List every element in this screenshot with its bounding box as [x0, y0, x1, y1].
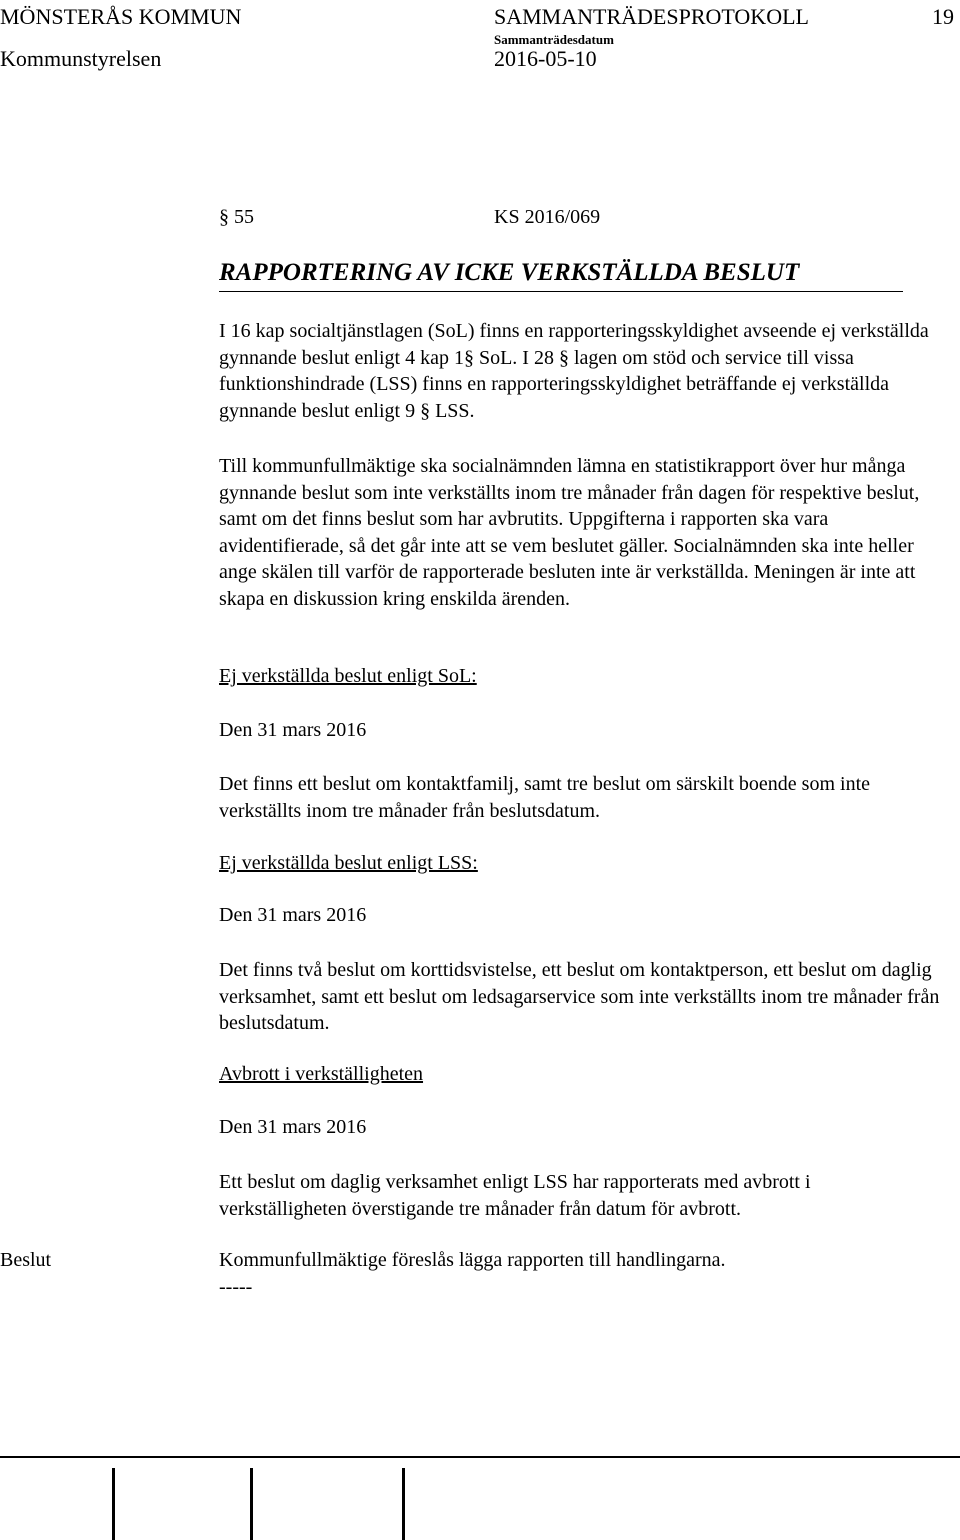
- intro-paragraph: I 16 kap socialtjänstlagen (SoL) finns en rapporteringsskyldighet avseende ej verkställda gynnande beslut enligt 4 kap 1§ SoL. I 28 § lagen om stöd och service till vissa funktionshindrade (LSS) finns en rapporteringsskyldighet beträffande ej verkställda gynnande beslut enligt 9 § LSS.: [219, 320, 929, 422]
- signature-rule: [0, 1456, 960, 1458]
- abort-date: Den 31 mars 2016: [219, 1116, 367, 1138]
- page-number: 19: [932, 4, 954, 29]
- abort-paragraph: Ett beslut om daglig verksamhet enligt LSS har rapporterats med avbrott i verkställigheten överstigande tre månader från datum för avbrott.: [219, 1171, 811, 1220]
- decision-label: Beslut: [0, 1249, 52, 1271]
- signature-divider: [250, 1468, 253, 1540]
- case-number: KS 2016/069: [494, 206, 601, 228]
- decision-text: Kommunfullmäktige föreslås lägga rapporten till handlingarna.: [219, 1249, 726, 1271]
- municipality-name: MÖNSTERÅS KOMMUN: [0, 4, 242, 29]
- meeting-date: 2016-05-10: [494, 46, 597, 71]
- report-info-paragraph: Till kommunfullmäktige ska socialnämnden lämna en statistikrapport över hur många gynnande beslut som inte verkställts inom tre månader från dagen för respektive beslut, samt om det finns beslut som har avbrutits. Uppgifterna i rapporten ska vara avidentifierade, så det går inte att se vem beslutet gäller. Socialnämnden ska inte heller ange skälen till varför de rapporterade besluten inte är verkställda. Meningen är inte att skapa en diskussion kring enskilda ärenden.: [219, 455, 920, 610]
- sol-date: Den 31 mars 2016: [219, 719, 367, 741]
- sol-heading: Ej verkställda beslut enligt SoL:: [219, 665, 477, 687]
- lss-heading: Ej verkställda beslut enligt LSS:: [219, 852, 478, 874]
- board-name: Kommunstyrelsen: [0, 46, 162, 71]
- signature-divider: [402, 1468, 405, 1540]
- signature-divider: [112, 1468, 115, 1540]
- lss-paragraph: Det finns två beslut om korttidsvistelse, ett beslut om kontaktperson, ett beslut om daglig verksamhet, samt ett beslut om ledsagarservice som inte verkställts inom tre månader från beslutsdatum.: [219, 959, 940, 1034]
- title-rule: [219, 291, 903, 292]
- protocol-title: SAMMANTRÄDESPROTOKOLL: [494, 4, 809, 29]
- meeting-date-label: Sammanträdesdatum: [494, 32, 614, 47]
- end-marker: -----: [219, 1276, 253, 1298]
- lss-date: Den 31 mars 2016: [219, 904, 367, 926]
- abort-heading: Avbrott i verkställigheten: [219, 1063, 424, 1085]
- section-title: RAPPORTERING AV ICKE VERKSTÄLLDA BESLUT: [219, 259, 800, 286]
- sol-paragraph: Det finns ett beslut om kontaktfamilj, samt tre beslut om särskilt boende som inte verkställts inom tre månader från beslutsdatum.: [219, 773, 871, 822]
- paragraph-number: § 55: [219, 206, 254, 228]
